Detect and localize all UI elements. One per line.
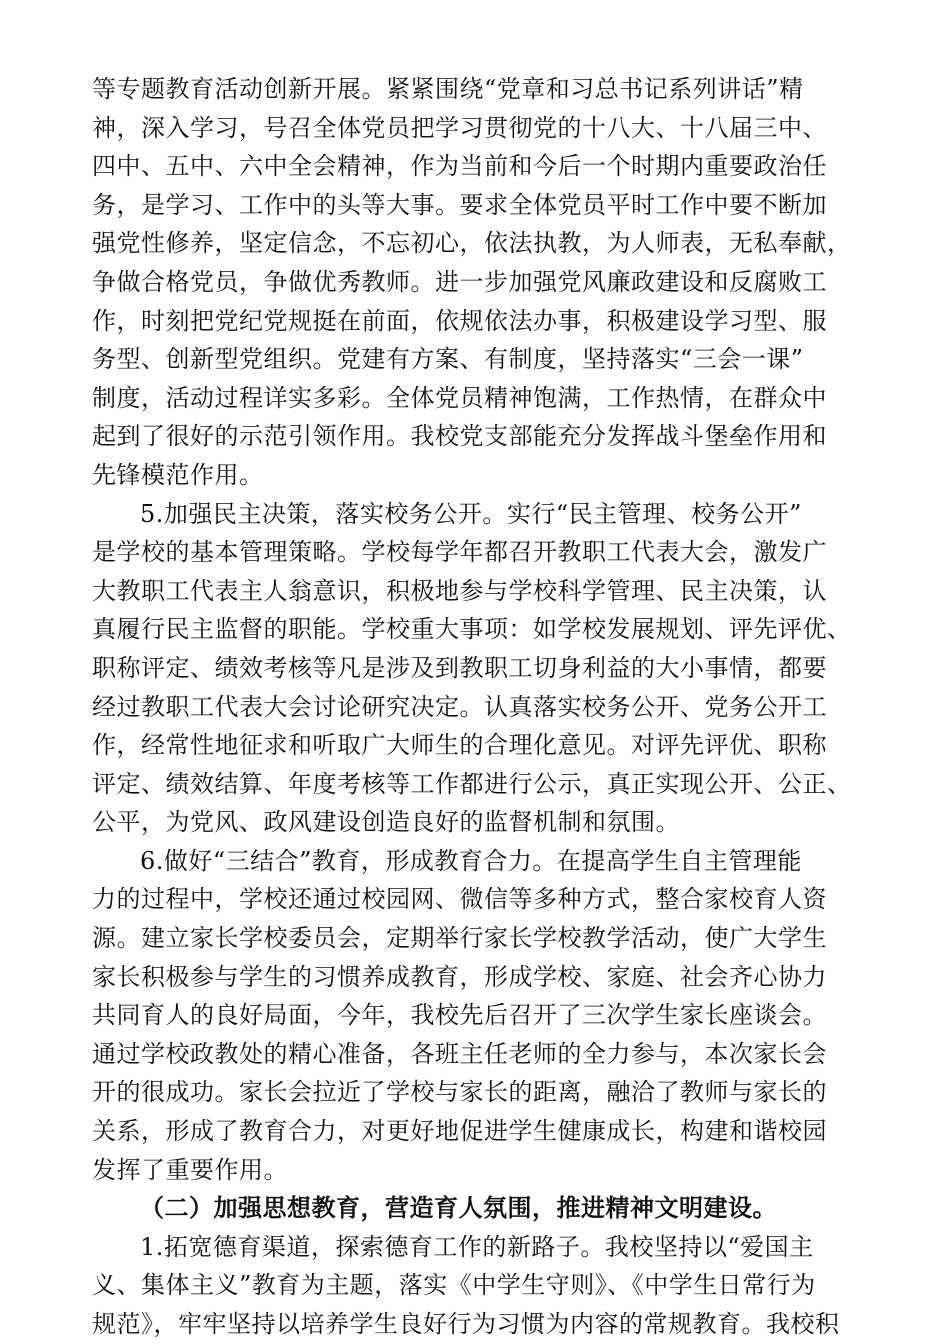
text-line: 义、集体主义”教育为主题，落实《中学生守则》、《中学生日常行为 [92,1271,816,1300]
paragraph-start-line: 6.做好“三结合”教育，形成教育合力。在提高学生自主管理能 [140,846,802,875]
text-line: 力的过程中，学校还通过校园网、微信等多种方式，整合家校育人资 [92,885,827,914]
section-heading: （二）加强思想教育，营造育人氛围，推进精神文明建设。 [140,1193,777,1223]
text-line: 是学校的基本管理策略。学校每学年都召开教职工代表大会，激发广 [92,538,827,567]
text-line: 发挥了重要作用。 [92,1155,288,1184]
paragraph-start-line: 5.加强民主决策，落实校务公开。实行“民主管理、校务公开” [140,499,802,528]
text-line: 共同育人的良好局面，今年，我校先后召开了三次学生家长座谈会。 [92,1001,827,1030]
text-line: 作，时刻把党纪党规挺在前面，依规依法办事，积极建设学习型、服 [92,306,827,335]
text-line: 职称评定、绩效考核等凡是涉及到教职工切身利益的大小事情，都要 [92,653,827,682]
text-line: 争做合格党员，争做优秀教师。进一步加强党风廉政建设和反腐败工 [92,267,827,296]
text-line: 规范》，牢牢坚持以培养学生良好行为习惯为内容的常规教育。我校积 [92,1310,840,1338]
text-line: 等专题教育活动创新开展。紧紧围绕“党章和习总书记系列讲话”精 [92,75,804,103]
paragraph-start-line: 1.拓宽德育渠道，探索德育工作的新路子。我校坚持以“爱国主 [140,1232,814,1261]
text-line: 起到了很好的示范引领作用。我校党支部能充分发挥战斗堡垒作用和 [92,422,827,451]
text-line: 公平，为党风、政风建设创造良好的监督机制和氛围。 [92,808,680,837]
document-body [92,70,862,1344]
text-line: 制度，活动过程详实多彩。全体党员精神饱满，工作热情，在群众中 [92,383,827,412]
text-line: 务，是学习、工作中的头等大事。要求全体党员平时工作中要不断加 [92,190,827,219]
text-line: 务型、创新型党组织。党建有方案、有制度，坚持落实“三会一课” [92,345,804,374]
text-line: 神，深入学习，号召全体党员把学习贯彻党的十八大、十八届三中、 [92,113,827,142]
text-line: 作，经常性地征求和听取广大师生的合理化意见。对评先评优、职称 [92,731,827,760]
text-line: 强党性修养，坚定信念，不忘初心，依法执教，为人师表，无私奉献， [92,229,852,258]
text-line: 通过学校政教处的精心准备，各班主任老师的全力参与，本次家长会 [92,1039,827,1068]
text-line: 先锋模范作用。 [92,460,264,489]
text-line: 开的很成功。家长会拉近了学校与家长的距离，融洽了教师与家长的 [92,1078,827,1107]
text-line: 真履行民主监督的职能。学校重大事项：如学校发展规划、评先评优、 [92,615,852,644]
text-line: 关系，形成了教育合力，对更好地促进学生健康成长，构建和谐校园 [92,1117,827,1146]
text-line: 四中、五中、六中全会精神，作为当前和今后一个时期内重要政治任 [92,152,827,181]
text-line: 经过教职工代表大会讨论研究决定。认真落实校务公开、党务公开工 [92,692,827,721]
text-line: 源。建立家长学校委员会，定期举行家长学校教学活动，使广大学生 [92,924,827,953]
text-line: 大教职工代表主人翁意识，积极地参与学校科学管理、民主决策，认 [92,576,827,605]
text-line: 家长积极参与学生的习惯养成教育，形成学校、家庭、社会齐心协力 [92,962,827,991]
text-line: 评定、绩效结算、年度考核等工作都进行公示，真正实现公开、公正、 [92,769,852,798]
